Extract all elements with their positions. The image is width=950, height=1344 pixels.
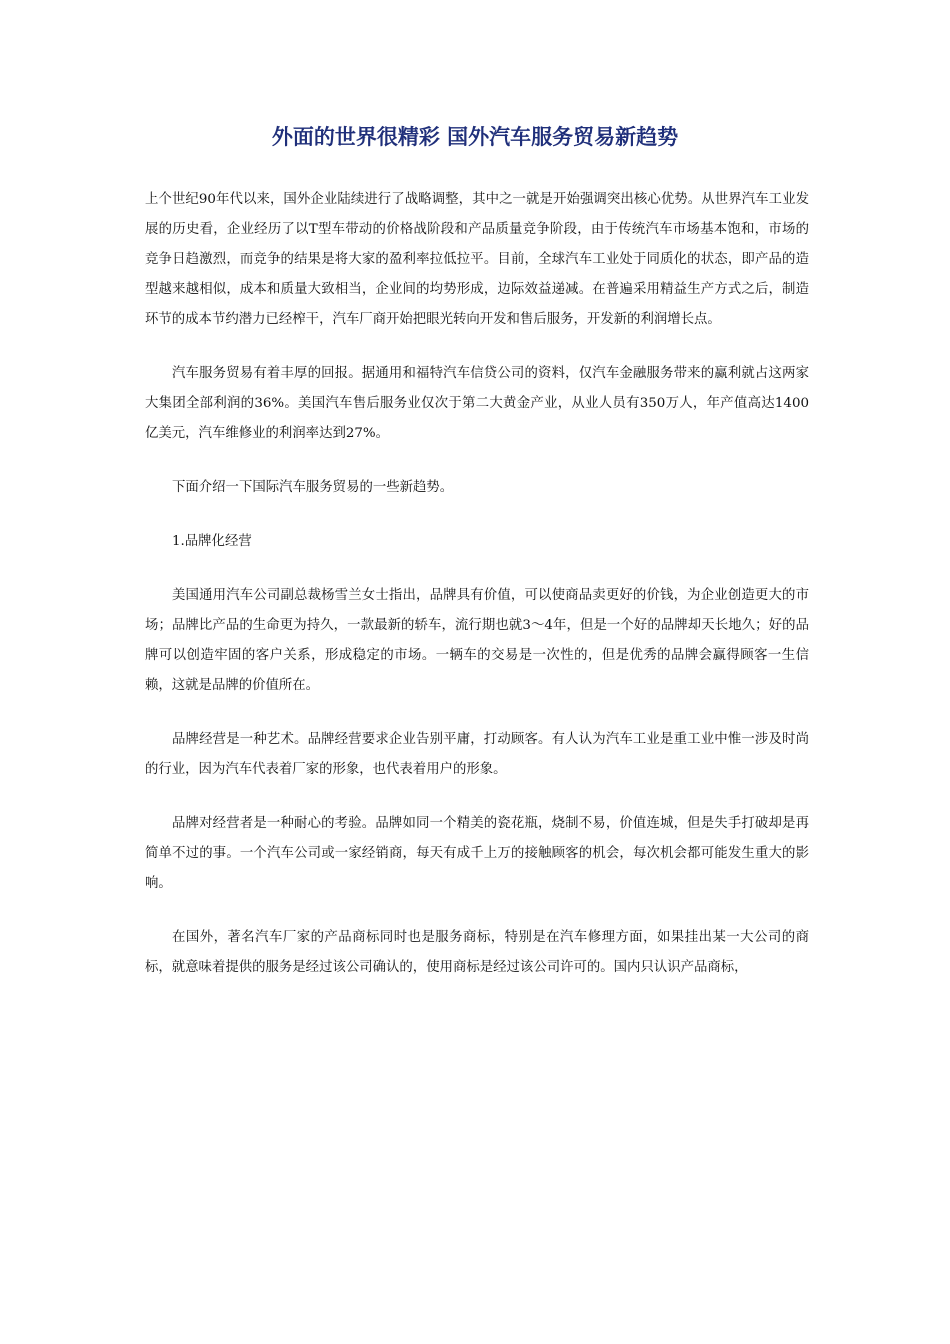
paragraph-returns: 汽车服务贸易有着丰厚的回报。据通用和福特汽车信贷公司的资料，仅汽车金融服务带来的赢利就占这两家大集团全部利润的36%。美国汽车售后服务业仅次于第二大黄金产业，从业人员有350万人，年产值高达1400亿美元，汽车维修业的利润率达到27%。 — [145, 366, 809, 441]
paragraph-brand-trademark: 在国外，著名汽车厂家的产品商标同时也是服务商标，特别是在汽车修理方面，如果挂出某一大公司的商标，就意味着提供的服务是经过该公司确认的，使用商标是经过该公司许可的。国内只认识产品商标， — [145, 930, 809, 975]
document-title: 外面的世界很精彩 国外汽车服务贸易新趋势 — [271, 124, 679, 149]
paragraph-trends-intro: 下面介绍一下国际汽车服务贸易的一些新趋势。 — [172, 480, 454, 495]
paragraph-brand-art: 品牌经营是一种艺术。品牌经营要求企业告别平庸，打动顾客。有人认为汽车工业是重工业中惟一涉及时尚的行业，因为汽车代表着厂家的形象，也代表着用户的形象。 — [145, 732, 809, 777]
paragraph-brand-value: 美国通用汽车公司副总裁杨雪兰女士指出，品牌具有价值，可以使商品卖更好的价钱，为企业创造更大的市场；品牌比产品的生命更为持久，一款最新的轿车，流行期也就3～4年，但是一个好的品牌却天长地久；好的品牌可以创造牢固的客户关系，形成稳定的市场。一辆车的交易是一次性的，但是优秀的品牌会赢得顾客一生信赖，这就是品牌的价值所在。 — [145, 588, 809, 693]
section-heading-branding: 1.品牌化经营 — [172, 534, 252, 549]
paragraph-intro: 上个世纪90年代以来，国外企业陆续进行了战略调整，其中之一就是开始强调突出核心优势。从世界汽车工业发展的历史看，企业经历了以T型车带动的价格战阶段和产品质量竞争阶段，由于传统汽车市场基本饱和，市场的竞争日趋激烈，而竞争的结果是将大家的盈利率拉低拉平。目前，全球汽车工业处于同质化的状态，即产品的造型越来越相似，成本和质量大致相当，企业间的均势形成，边际效益递减。在普遍采用精益生产方式之后，制造环节的成本节约潜力已经榨干，汽车厂商开始把眼光转向开发和售后服务，开发新的利润增长点。 — [145, 192, 809, 327]
document-body — [145, 185, 809, 1007]
paragraph-brand-patience: 品牌对经营者是一种耐心的考验。品牌如同一个精美的瓷花瓶，烧制不易，价值连城，但是失手打破却是再简单不过的事。一个汽车公司或一家经销商，每天有成千上万的接触顾客的机会，每次机会都可能发生重大的影响。 — [145, 816, 809, 891]
